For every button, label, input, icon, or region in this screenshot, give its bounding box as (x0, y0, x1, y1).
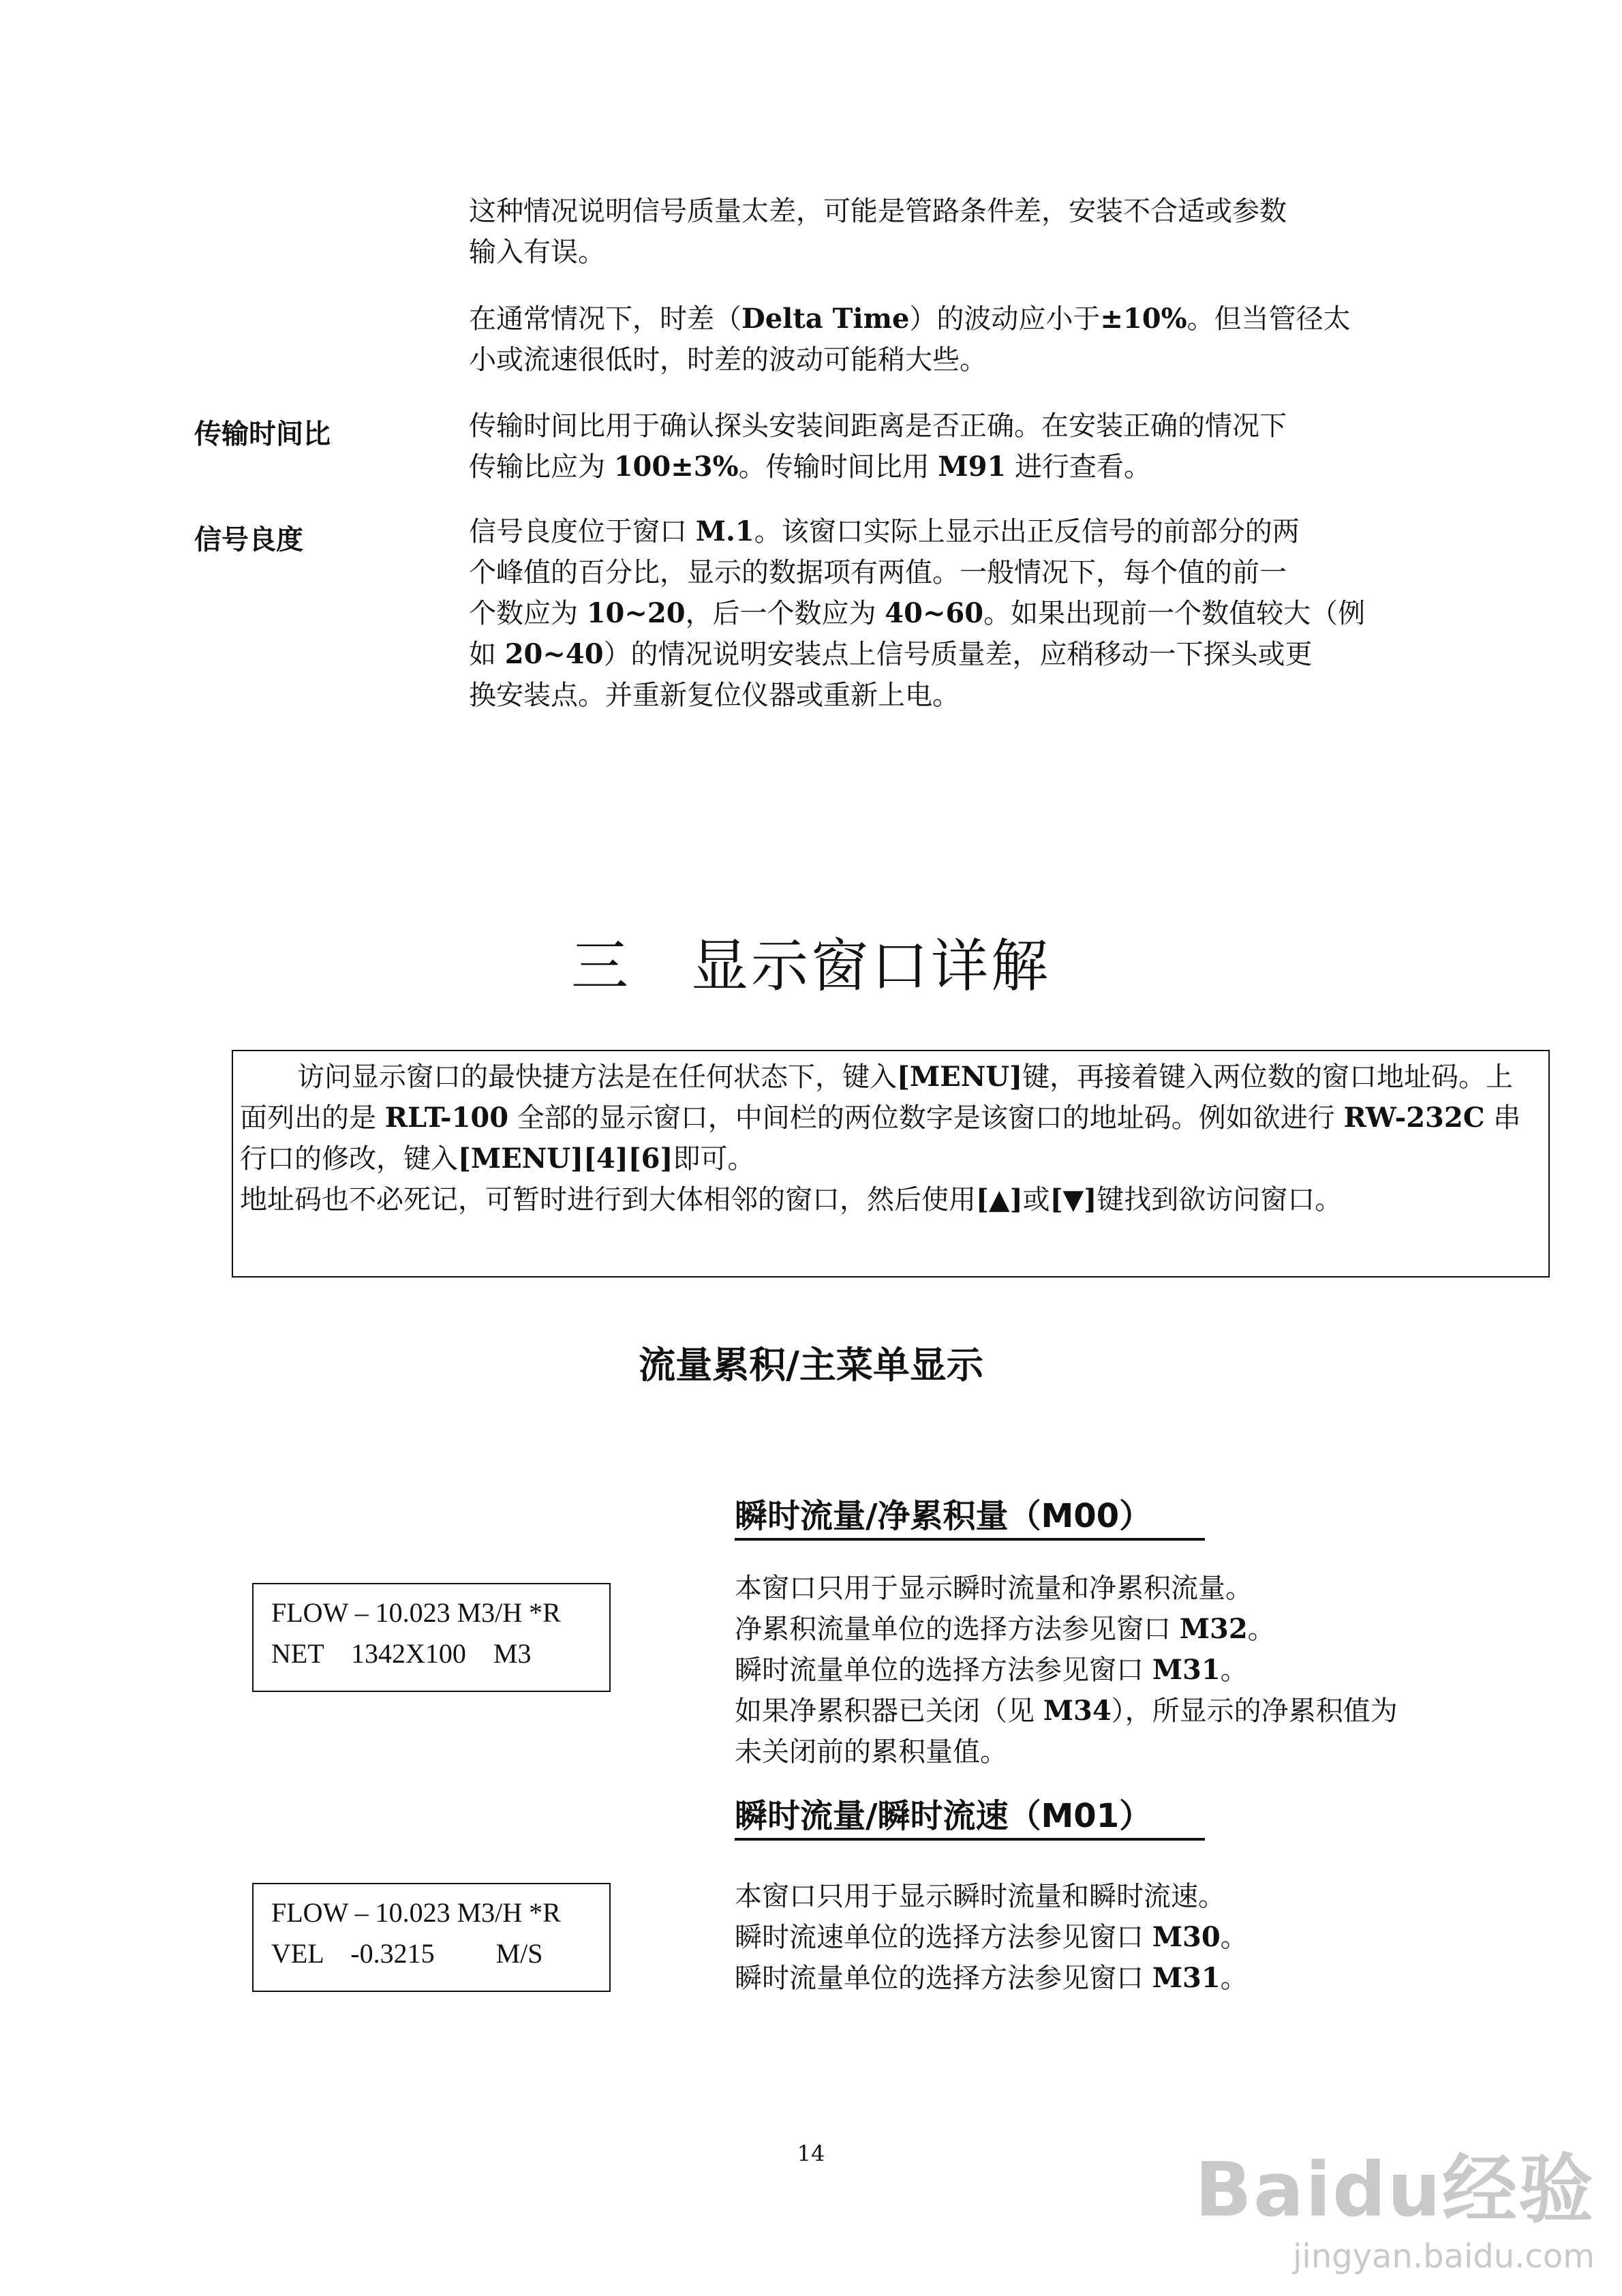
m01-heading: 瞬时流量/瞬时流速（M01） (735, 1797, 1152, 1835)
text-line: 瞬时流量单位的选择方法参见窗口 M31。 (735, 1654, 1248, 1686)
transfer-ratio-label: 传输时间比 (194, 419, 331, 450)
text-line: 这种情况说明信号质量太差，可能是管路条件差，安装不合适或参数 (469, 196, 1287, 227)
text-line: 面列出的是 RLT-100 全部的显示窗口，中间栏的两位数字是该窗口的地址码。例如欲进行 RW-232C 串 (240, 1102, 1521, 1134)
signal-paragraph-2 (469, 299, 1355, 380)
watermark-url: jingyan.baidu.com (1293, 2237, 1595, 2276)
chapter-title: 三 显示窗口详解 (570, 933, 1051, 999)
m01-heading-underline (735, 1838, 1205, 1841)
text-line: 本窗口只用于显示瞬时流量和瞬时流速。 (735, 1881, 1225, 1912)
watermark-logo: Baidu经验 (1195, 2146, 1595, 2233)
text-line: 本窗口只用于显示瞬时流量和净累积流量。 (735, 1573, 1253, 1604)
text-line: 行口的修改，键入[MENU][4][6]即可。 (240, 1143, 755, 1175)
text-line: 传输比应为 100±3%。传输时间比用 M91 进行查看。 (469, 451, 1151, 483)
transfer-ratio-text (469, 406, 1382, 487)
text-line: 瞬时流量单位的选择方法参见窗口 M31。 (735, 1962, 1248, 1994)
text-line: 如果净累积器已关闭（见 M34），所显示的净累积值为 (735, 1695, 1398, 1727)
text-line: 访问显示窗口的最快捷方法是在任何状态下，键入[MENU]键，再接着键入两位数的窗口地址码。上 (297, 1061, 1514, 1093)
signal-quality-label: 信号良度 (194, 524, 303, 556)
text-line: 传输时间比用于确认探头安装间距离是否正确。在安装正确的情况下 (469, 410, 1287, 442)
text-line: 换安装点。并重新复位仪器或重新上电。 (469, 680, 960, 711)
page-number: 14 (797, 2141, 825, 2166)
lcd-line: FLOW – 10.023 M3/H *R (271, 1597, 561, 1628)
m00-lcd-display (252, 1583, 611, 1692)
baidu-jingyan-watermark (1195, 2130, 1595, 2276)
notice-text (240, 1057, 1542, 1220)
text-line: 地址码也不必死记，可暂时进行到大体相邻的窗口，然后使用[▲]或[▼]键找到欲访问窗口。 (240, 1183, 1343, 1215)
text-line: 未关闭前的累积量值。 (735, 1736, 1007, 1768)
m00-heading-underline (735, 1538, 1205, 1541)
signal-paragraph-1 (469, 191, 1355, 273)
m01-description (735, 1876, 1552, 1999)
section-heading: 流量累积/主菜单显示 (639, 1344, 983, 1387)
lcd-line: NET 1342X100 M3 (271, 1638, 532, 1669)
m01-lcd-display (252, 1883, 611, 1992)
text-line: 个峰值的百分比，显示的数据项有两值。一般情况下，每个值的前一 (469, 557, 1287, 588)
text-line: 在通常情况下，时差（Delta Time）的波动应小于±10%。但当管径太 (469, 303, 1351, 335)
text-line: 输入有误。 (469, 237, 605, 268)
m00-heading: 瞬时流量/净累积量（M00） (735, 1497, 1152, 1535)
text-line: 信号良度位于窗口 M.1。该窗口实际上显示出正反信号的前部分的两 (469, 515, 1300, 547)
text-line: 小或流速很低时，时差的波动可能稍大些。 (469, 344, 987, 376)
text-line: 如 20~40）的情况说明安装点上信号质量差，应稍移动一下探头或更 (469, 638, 1313, 670)
lcd-line: VEL -0.3215 M/S (271, 1938, 543, 1969)
signal-quality-text (469, 511, 1382, 716)
lcd-line: FLOW – 10.023 M3/H *R (271, 1897, 561, 1928)
text-line: 净累积流量单位的选择方法参见窗口 M32。 (735, 1613, 1275, 1645)
text-line: 瞬时流速单位的选择方法参见窗口 M30。 (735, 1921, 1248, 1953)
text-line: 个数应为 10~20，后一个数应为 40~60。如果出现前一个数值较大（例 (469, 597, 1366, 629)
m00-description (735, 1568, 1552, 1772)
